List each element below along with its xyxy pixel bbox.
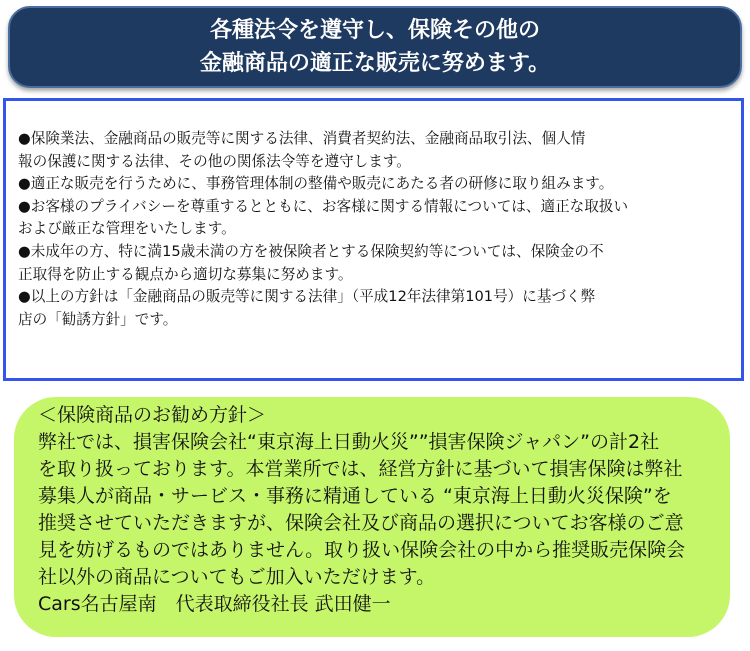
policy-line: 店の「勧誘方針」です。 xyxy=(18,310,178,328)
policy-item xyxy=(18,241,731,286)
note-heading: ＜保険商品のお勧め方針＞ xyxy=(38,404,267,426)
policy-line: 報の保護に関する法律、その他の関係法令等を遵守します。 xyxy=(18,152,411,170)
policy-line: ●未成年の方、特に満15歳未満の方を被保険者とする保険契約等については、保険金の不 xyxy=(18,242,604,260)
banner-title-line-2: 金融商品の適正な販売に努めます。 xyxy=(199,51,551,76)
note-line: 社以外の商品についてもご加入いただけます。 xyxy=(38,566,436,588)
note-line: 弊社では、損害保険会社“東京海上日動火災””損害保険ジャパン”の計2社 xyxy=(38,431,660,453)
note-line: 見を妨げるものではありません。取り扱い保険会社の中から推奨販売保険会 xyxy=(38,539,686,561)
policy-line: ●適正な販売を行うために、事務管理体制の整備や販売にあたる者の研修に取り組みます。 xyxy=(18,175,614,193)
note-line: 募集人が商品・サービス・事務に精通している “東京海上日動火災保険”を xyxy=(38,485,672,507)
recommendation-note xyxy=(14,397,730,637)
policy-line: および厳正な管理をいたします。 xyxy=(18,220,236,238)
policy-line: ●保険業法、金融商品の販売等に関する法律、消費者契約法、金融商品取引法、個人情 xyxy=(18,130,586,147)
policy-item xyxy=(18,173,731,196)
policy-item xyxy=(18,128,731,173)
policy-box xyxy=(3,98,744,381)
policy-item xyxy=(18,196,731,241)
note-line: を取り扱っております。本営業所では、経営方針に基づいて損害保険は弊社 xyxy=(38,458,683,480)
note-line: 推奨させていただきますが、保険会社及び商品の選択についてお客様のご意 xyxy=(38,512,684,534)
policy-line: 正取得を防止する観点から適切な募集に努めます。 xyxy=(18,265,353,283)
banner-title-line-1: 各種法令を遵守し、保険その他の xyxy=(209,18,540,43)
policy-item xyxy=(18,286,731,331)
title-banner xyxy=(8,6,742,88)
note-signature: Cars名古屋南 代表取締役社長 武田健一 xyxy=(38,593,391,615)
policy-line: ●以上の方針は「金融商品の販売等に関する法律」（平成12年法律第101号）に基づく弊 xyxy=(18,288,596,306)
policy-line: ●お客様のプライバシーを尊重するとともに、お客様に関する情報については、適正な取扱い xyxy=(18,197,629,215)
